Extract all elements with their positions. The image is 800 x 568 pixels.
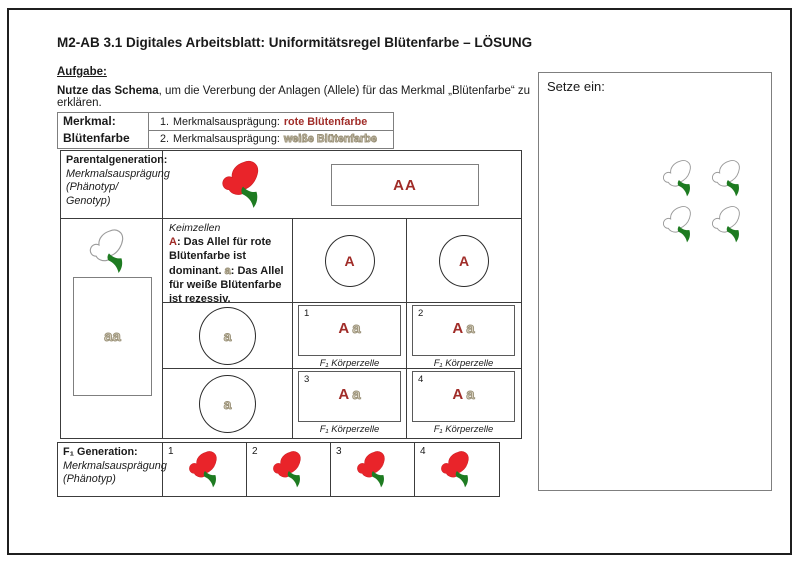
punnett-box-3[interactable] (298, 371, 401, 422)
recessive-allele-symbol: a (224, 264, 231, 277)
allele-recessive: a (352, 386, 361, 403)
f1-label-cell (58, 443, 167, 496)
parental-content-cell (163, 151, 521, 219)
merkmal-table (57, 112, 394, 149)
inheritance-schema-table (60, 150, 522, 439)
red-flower-icon (217, 153, 269, 215)
f1-cell-number: 1 (168, 446, 174, 457)
parental-sub-line2: (Phänotyp/ Genotyp) (66, 181, 119, 207)
task-instruction-rest: , um die Vererbung der Anlagen (Allele) für das Merkmal „Blütenfarbe“ zu erklären. (57, 85, 531, 109)
merkmal-items (148, 112, 394, 149)
gamete-circle-A-2[interactable] (439, 235, 489, 287)
gamete-allele: A (458, 252, 470, 269)
f1-sub-line1: Merkmalsausprägung (63, 459, 167, 472)
merkmal-item-2-number: 2. (159, 133, 169, 146)
white-flower-icon[interactable] (708, 156, 748, 200)
gamete-allele: a (223, 395, 232, 412)
merkmal-item-2-value: weiße Blütenfarbe (283, 133, 377, 146)
keimzellen-legend-cell (163, 219, 293, 306)
f1-generation-table (57, 442, 500, 497)
setze-ein-title: Setze ein: (547, 79, 605, 94)
punnett-box-number: 4 (418, 374, 424, 385)
merkmal-item-2 (148, 130, 394, 149)
red-flower-icon (185, 447, 225, 491)
allele-legend (169, 235, 286, 306)
f1-cell-number: 3 (336, 446, 342, 457)
setze-ein-panel (538, 72, 772, 491)
gamete-cell-top-2 (407, 219, 521, 303)
allele-dominant: A (338, 320, 350, 337)
f1-cell-4[interactable] (415, 443, 499, 496)
f1-cell-number: 4 (420, 446, 426, 457)
task-heading: Aufgabe: (57, 66, 107, 78)
parental-sub-line1: Merkmalsausprägung (66, 167, 170, 180)
f1-cell-1[interactable] (163, 443, 247, 496)
f1-sub-line2: (Phänotyp) (63, 473, 116, 485)
punnett-box-1[interactable] (298, 305, 401, 356)
merkmal-item-2-label: Merkmalsausprägung: (173, 133, 280, 146)
parental-genotype-white-box[interactable]: aa (73, 277, 152, 396)
red-flower-icon (269, 447, 309, 491)
punnett-box-2[interactable] (412, 305, 515, 356)
dominant-allele-text: : Das Allel für rote Blütenfarbe ist dominant. (169, 236, 272, 277)
allele-recessive: a (466, 386, 475, 403)
merkmal-item-1-number: 1. (159, 115, 169, 128)
parental-label: Parentalgeneration: (66, 154, 168, 166)
white-flower-icon[interactable] (659, 156, 699, 200)
punnett-cell-3 (293, 369, 407, 438)
merkmal-label-line2: Blütenfarbe (63, 131, 130, 145)
gamete-cell-top-1 (293, 219, 407, 303)
task-instruction (57, 85, 557, 109)
allele-recessive: a (352, 320, 361, 337)
merkmal-label-cell (57, 112, 149, 149)
f1-cell-number: 2 (252, 446, 258, 457)
gamete-circle-a-1[interactable] (199, 307, 256, 365)
punnett-box-number: 1 (304, 308, 310, 319)
task-instruction-bold: Nutze das Schema (57, 85, 159, 97)
red-flower-icon (353, 447, 393, 491)
allele-dominant: A (452, 386, 464, 403)
punnett-caption: F₁ Körperzelle (433, 358, 494, 369)
punnett-box-number: 3 (304, 374, 310, 385)
recessive-allele-text: : Das Allel für weiße Blütenfarbe ist rezessiv. (169, 264, 284, 306)
merkmal-label-line1: Merkmal: (63, 114, 116, 128)
gamete-circle-A-1[interactable] (325, 235, 375, 287)
allele-dominant: A (338, 386, 350, 403)
punnett-caption: F₁ Körperzelle (433, 424, 494, 435)
allele-recessive: a (466, 320, 475, 337)
punnett-cell-1 (293, 303, 407, 369)
gamete-allele: a (223, 327, 232, 344)
punnett-box-number: 2 (418, 308, 424, 319)
punnett-box-4[interactable] (412, 371, 515, 422)
red-flower-icon (437, 447, 477, 491)
white-flower-icon[interactable] (659, 202, 699, 246)
gamete-allele: A (344, 252, 355, 269)
punnett-caption: F₁ Körperzelle (319, 424, 380, 435)
f1-cell-2[interactable] (247, 443, 331, 496)
parental-genotype-red-box[interactable]: AA (331, 164, 479, 206)
punnett-cell-4 (407, 369, 521, 438)
gamete-cell-left-1 (163, 303, 293, 369)
punnett-caption: F₁ Körperzelle (319, 358, 380, 369)
gamete-cell-left-2 (163, 369, 293, 438)
merkmal-item-1-value: rote Blütenfarbe (283, 115, 368, 128)
dominant-allele-symbol: A (169, 236, 177, 248)
white-flower-icon (85, 223, 133, 279)
white-flower-icon[interactable] (708, 202, 748, 246)
merkmal-item-1 (148, 112, 394, 131)
punnett-cell-2 (407, 303, 521, 369)
merkmal-item-1-label: Merkmalsausprägung: (173, 115, 280, 128)
keimzellen-label: Keimzellen (169, 222, 221, 234)
allele-dominant: A (452, 320, 464, 337)
f1-cell-3[interactable] (331, 443, 415, 496)
page-title: M2-AB 3.1 Digitales Arbeitsblatt: Uniformitätsregel Blütenfarbe – LÖSUNG (57, 35, 533, 50)
parental-label-cell (61, 151, 170, 219)
f1-label: F₁ Generation: (63, 446, 138, 458)
parental-white-cell (61, 219, 163, 438)
gamete-circle-a-2[interactable] (199, 375, 256, 433)
